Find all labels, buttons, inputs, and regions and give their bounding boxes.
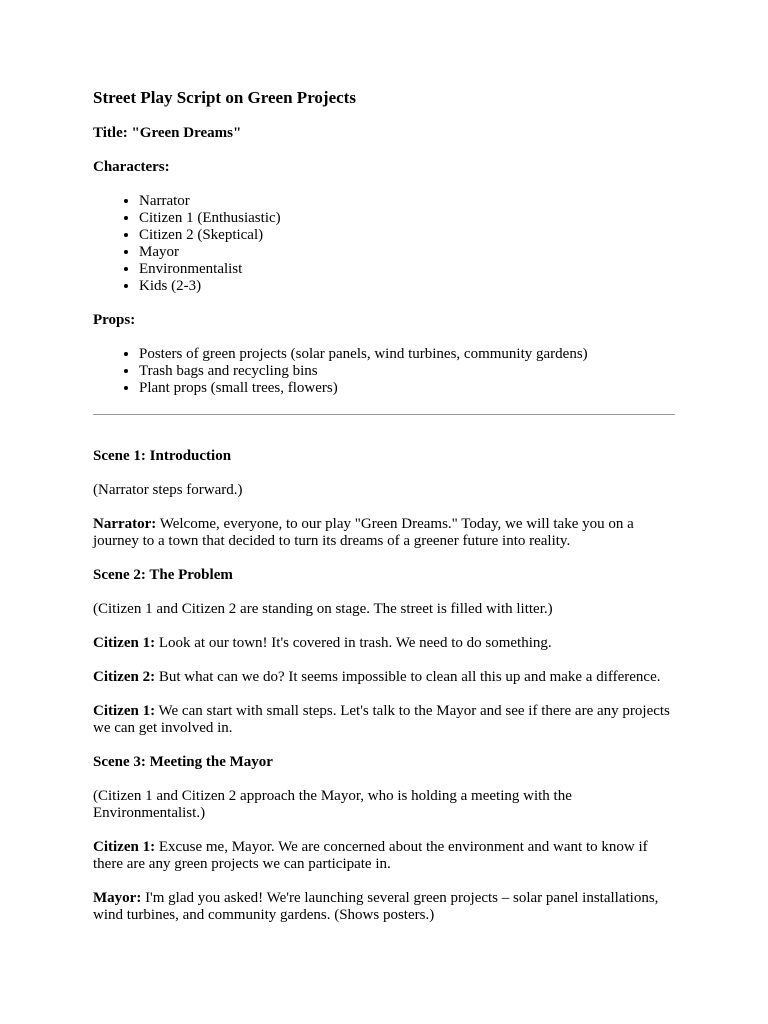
speaker-name: Citizen 1: — [93, 703, 156, 719]
section-divider — [93, 414, 675, 415]
dialogue-line — [93, 839, 675, 873]
dialogue-text: Welcome, everyone, to our play "Green Dreams." Today, we will take you on a journey to a town that decided to turn its dreams of a greener future into reality. — [93, 516, 634, 549]
stage-direction: (Citizen 1 and Citizen 2 are standing on stage. The street is filled with litter.) — [93, 601, 553, 617]
list-item: • Kids (2-3) — [139, 278, 675, 295]
speaker-name: Mayor: — [93, 890, 142, 906]
scene-3-heading: Scene 3: Meeting the Mayor — [93, 754, 273, 770]
list-item: • Trash bags and recycling bins — [139, 363, 675, 380]
document-title: Street Play Script on Green Projects — [93, 88, 356, 107]
dialogue-line — [93, 635, 675, 652]
dialogue-line — [93, 669, 675, 686]
list-item: • Plant props (small trees, flowers) — [139, 380, 675, 397]
characters-heading: Characters: — [93, 159, 170, 175]
play-title: Title: "Green Dreams" — [93, 125, 242, 141]
list-item: • Posters of green projects (solar panels, wind turbines, community gardens) — [139, 346, 675, 363]
list-item: • Citizen 1 (Enthusiastic) — [139, 210, 675, 227]
props-list — [93, 346, 675, 397]
speaker-name: Citizen 1: — [93, 839, 156, 855]
dialogue-line — [93, 516, 675, 550]
dialogue-text: We can start with small steps. Let's talk to the Mayor and see if there are any projects we can get involved in. — [93, 703, 670, 736]
dialogue-text: Look at our town! It's covered in trash. We need to do something. — [155, 635, 552, 651]
list-item: • Narrator — [139, 193, 675, 210]
speaker-name: Narrator: — [93, 516, 157, 532]
stage-direction: (Citizen 1 and Citizen 2 approach the Mayor, who is holding a meeting with the Environmentalist.) — [93, 788, 572, 821]
characters-list — [93, 193, 675, 295]
speaker-name: Citizen 2: — [93, 669, 156, 685]
list-item: • Mayor — [139, 244, 675, 261]
dialogue-text: But what can we do? It seems impossible to clean all this up and make a difference. — [155, 669, 661, 685]
scene-1-heading: Scene 1: Introduction — [93, 448, 232, 464]
speaker-name: Citizen 1: — [93, 635, 156, 651]
dialogue-text: I'm glad you asked! We're launching several green projects – solar panel installations, wind turbines, and community gardens. (Shows posters.) — [93, 890, 659, 923]
props-heading: Props: — [93, 312, 136, 328]
stage-direction: (Narrator steps forward.) — [93, 482, 243, 498]
scene-2-heading: Scene 2: The Problem — [93, 567, 233, 583]
list-item: • Citizen 2 (Skeptical) — [139, 227, 675, 244]
dialogue-line — [93, 890, 675, 924]
list-item: • Environmentalist — [139, 261, 675, 278]
dialogue-line — [93, 703, 675, 737]
dialogue-text: Excuse me, Mayor. We are concerned about the environment and want to know if there are any green projects we can participate in. — [93, 839, 648, 872]
